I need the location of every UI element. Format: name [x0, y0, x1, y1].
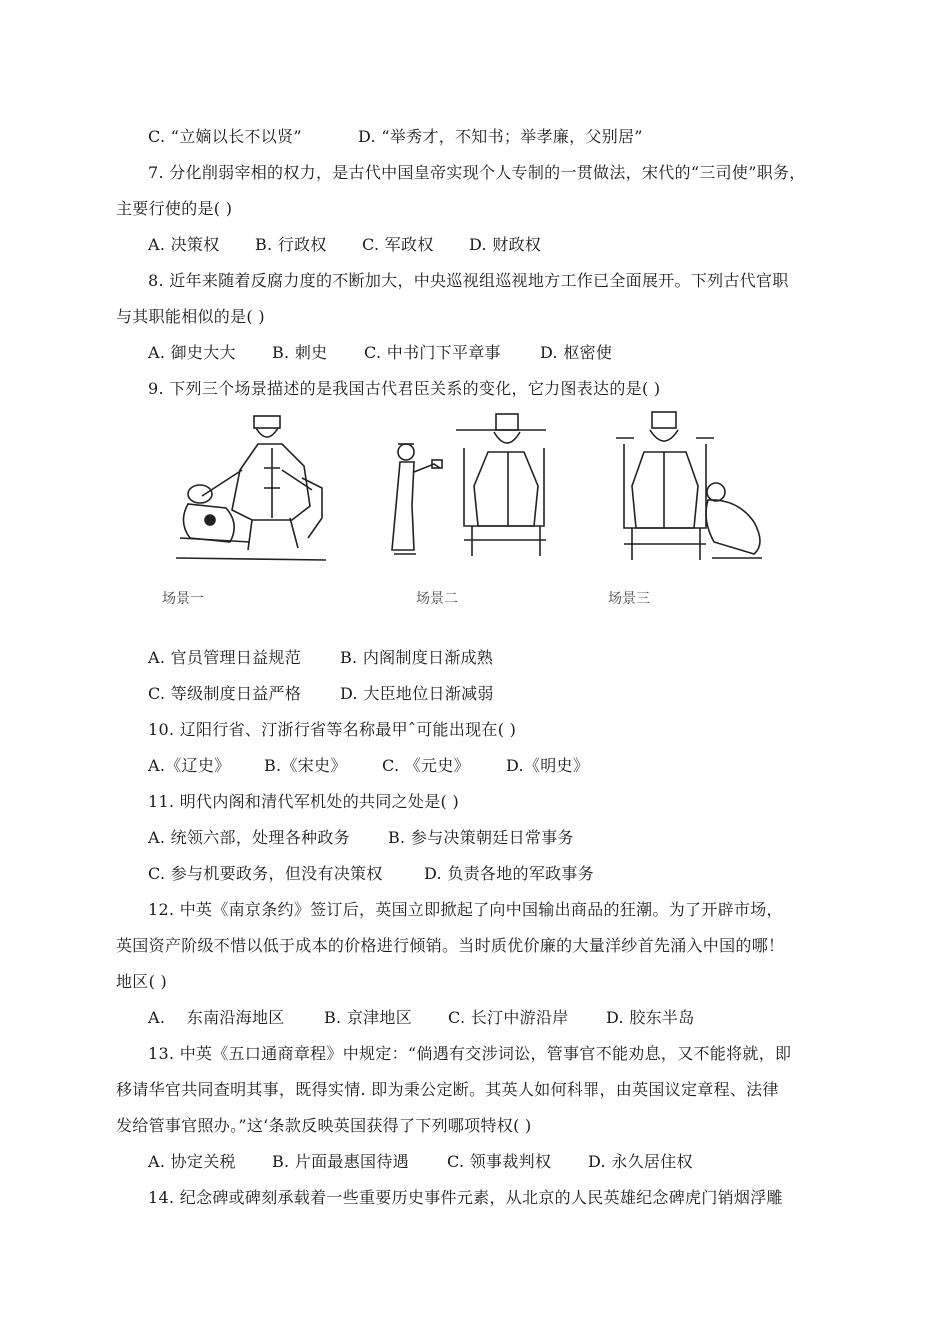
q8-option-b: B. 刺史 — [272, 343, 328, 362]
scene-three-caption: 场景三 — [608, 591, 650, 607]
q11-option-a: A. 统领六部，处理各种政务 — [148, 828, 350, 847]
q12-stem-line2: 英国资产阶级不惜以低于成本的价格进行倾销。当时质优价廉的大量洋纱首先涌入中国的哪！ — [116, 936, 785, 955]
q9-options-row2 — [148, 683, 494, 705]
q11-option-c: C. 参与机要政务，但没有决策权 — [148, 864, 383, 883]
q7-option-a: A. 决策权 — [148, 235, 220, 254]
q11-option-b: B. 参与决策朝廷日常事务 — [388, 828, 574, 847]
q9-options-row1 — [148, 647, 493, 669]
q7-options — [148, 234, 541, 256]
q10-options — [148, 755, 589, 777]
q7-option-d: D. 财政权 — [469, 235, 542, 254]
q13-option-d: D. 永久居住权 — [588, 1152, 693, 1171]
q12-stem-line1: 12. 中英《南京条约》签订后，英国立即掀起了向中国输出商品的狂潮。为了开辟市场， — [148, 900, 783, 919]
q13-stem-line1: 13. 中英《五口通商章程》中规定：“倘遇有交涉词讼，管事官不能劝息，又不能将就，即 — [148, 1044, 792, 1063]
q12-option-a: A. 东南沿海地区 — [148, 1008, 285, 1027]
q9-option-d: D. 大臣地位日渐减弱 — [340, 684, 494, 703]
q13-option-c: C. 领事裁判权 — [447, 1152, 552, 1171]
q9-option-c: C. 等级制度日益严格 — [148, 684, 302, 703]
q12-options — [148, 1007, 695, 1029]
q10-option-c: C. 《元史》 — [382, 756, 470, 775]
q12-option-d: D. 胶东半岛 — [606, 1008, 695, 1027]
q7-stem-line2: 主要行使的是( ) — [116, 199, 233, 218]
q13-option-a: A. 协定关税 — [148, 1152, 236, 1171]
q6-option-c: C. “立嫡以长不以贤” — [148, 127, 302, 146]
scene-one-caption: 场景一 — [162, 591, 204, 607]
q8-option-d: D. 枢密使 — [540, 343, 613, 362]
q11-options-row2 — [148, 863, 594, 885]
q11-stem: 11. 明代内阁和清代军机处的共同之处是( ) — [148, 792, 460, 811]
scene-three-illustration — [608, 408, 773, 568]
q11-option-d: D. 负责各地的军政事务 — [424, 864, 595, 883]
q13-stem-line3: 发给管事官照办。”这‘条款反映英国获得了下列哪项特权( ) — [116, 1116, 532, 1135]
q12-stem-line3: 地区( ) — [116, 972, 168, 991]
q6-option-d: D. “举秀才，不知书；举孝廉，父别居” — [358, 127, 643, 146]
q7-option-c: C. 军政权 — [362, 235, 434, 254]
q8-option-c: C. 中书门下平章事 — [364, 343, 501, 362]
q6-options — [148, 126, 643, 148]
scene-two-caption: 场景二 — [416, 591, 458, 607]
q12-option-b: B. 京津地区 — [324, 1008, 413, 1027]
q10-option-b: B.《宋史》 — [264, 756, 347, 775]
q7-stem-line1: 7. 分化削弱宰相的权力，是古代中国皇帝实现个人专制的一贯做法，宋代的“三司使”职务， — [148, 163, 806, 182]
q8-stem-line1: 8. 近年来随着反腐力度的不断加大，中央巡视组巡视地方工作已全面展开。下列古代官职 — [148, 271, 789, 290]
q12-option-c: C. 长汀中游沿岸 — [448, 1008, 569, 1027]
q9-option-a: A. 官员管理日益规范 — [148, 648, 302, 667]
q10-option-d: D.《明史》 — [506, 756, 590, 775]
q14-stem-line1: 14. 纪念碑或碑刻承载着一些重要历史事件元素，从北京的人民英雄纪念碑虎门销烟浮雕 — [148, 1188, 783, 1207]
q11-options-row1 — [148, 827, 574, 849]
q8-stem-line2: 与其职能相似的是( ) — [116, 307, 265, 326]
q9-option-b: B. 内阁制度日渐成熟 — [340, 648, 494, 667]
q10-option-a: A.《辽史》 — [148, 756, 231, 775]
q8-option-a: A. 御史大大 — [148, 343, 236, 362]
q8-options — [148, 342, 612, 364]
scene-two-illustration — [388, 408, 553, 568]
scene-one-illustration — [172, 408, 337, 568]
q13-option-b: B. 片面最惠国待遇 — [272, 1152, 409, 1171]
q7-option-b: B. 行政权 — [255, 235, 327, 254]
q13-options — [148, 1151, 693, 1173]
q13-stem-line2: 移请华官共同查明其事，既得实情. 即为秉公定断。其英人如何科罪，由英国议定章程、法律 — [116, 1080, 779, 1099]
q10-stem: 10. 辽阳行省、汀浙行省等名称最甲ˆ可能出现在( ) — [148, 720, 517, 739]
q9-stem: 9. 下列三个场景描述的是我国古代君臣关系的变化，它力图表达的是( ) — [148, 379, 661, 398]
